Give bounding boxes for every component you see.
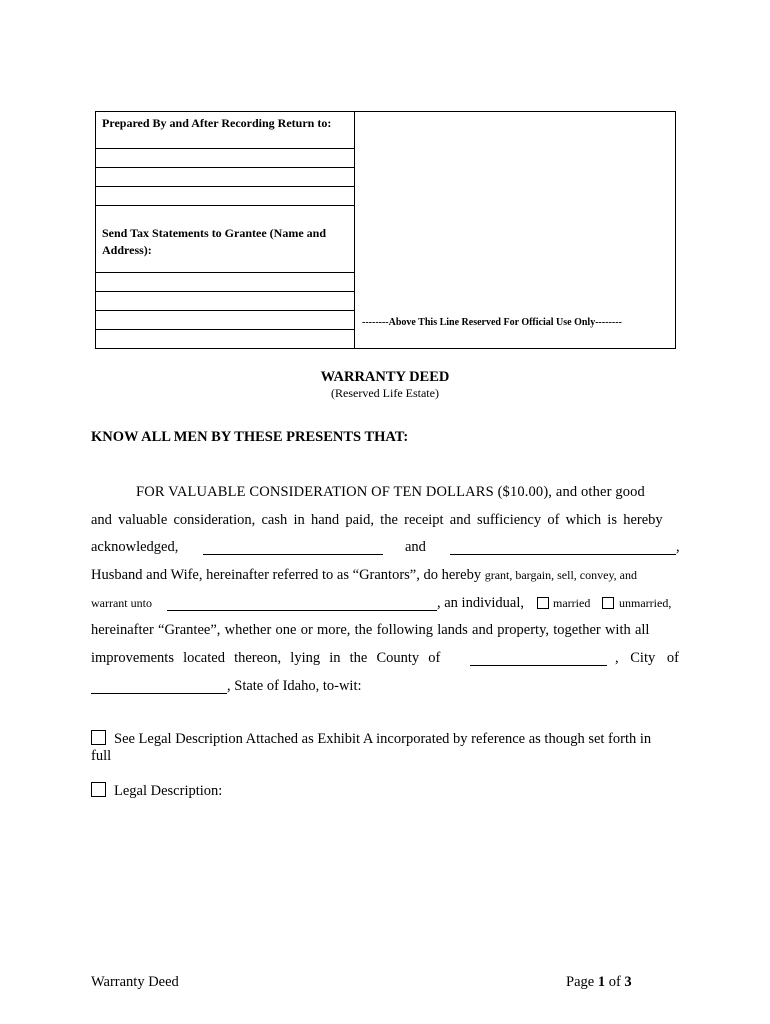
comma-text: , bbox=[676, 539, 680, 555]
body-line-6 bbox=[91, 622, 680, 639]
return-address-line-2[interactable] bbox=[96, 167, 354, 168]
body-line-1 bbox=[91, 484, 680, 501]
return-address-line-3[interactable] bbox=[96, 186, 354, 187]
body-line-3 bbox=[91, 539, 680, 556]
tax-address-line-1[interactable] bbox=[96, 272, 354, 273]
document-subtitle: (Reserved Life Estate) bbox=[331, 386, 439, 400]
body-line-7 bbox=[91, 650, 680, 667]
legal-description-checkbox[interactable] bbox=[91, 782, 106, 797]
recording-left-column bbox=[96, 112, 355, 348]
page-number bbox=[566, 974, 632, 991]
page-current: 1 bbox=[597, 974, 606, 990]
unmarried-checkbox[interactable] bbox=[602, 597, 614, 609]
county-blank[interactable] bbox=[470, 653, 607, 666]
tax-address-line-4[interactable] bbox=[96, 329, 354, 330]
grant-convey-text: grant, bargain, sell, convey, and bbox=[484, 568, 637, 582]
body-line-4 bbox=[91, 567, 680, 584]
unmarried-label: unmarried, bbox=[619, 596, 672, 610]
page-total: 3 bbox=[624, 974, 632, 990]
tax-address-line-3[interactable] bbox=[96, 310, 354, 311]
grantor-2-blank[interactable] bbox=[450, 542, 676, 555]
recording-info-box bbox=[95, 111, 676, 349]
body-line-2 bbox=[91, 512, 680, 529]
consideration-text-2: and valuable consideration, cash in hand paid, the receipt and sufficiency of which is hereby bbox=[91, 512, 663, 528]
body-line-5 bbox=[91, 595, 680, 612]
official-use-note: --------Above This Line Reserved For Official Use Only-------- bbox=[362, 317, 622, 328]
grantee-name-blank[interactable] bbox=[167, 598, 437, 611]
city-blank[interactable] bbox=[91, 681, 227, 694]
return-address-line-4[interactable] bbox=[96, 205, 354, 206]
grantee-text: hereinafter “Grantee”, whether one or more, the following lands and property, together with all bbox=[91, 622, 650, 638]
warrant-unto-text: warrant unto bbox=[91, 596, 152, 610]
improvements-text: improvements located thereon, lying in the County of bbox=[91, 650, 441, 666]
married-label: married bbox=[553, 596, 591, 610]
page-of: of bbox=[605, 974, 625, 990]
exhibit-text-2: full bbox=[91, 748, 112, 764]
return-address-line-1[interactable] bbox=[96, 148, 354, 149]
acknowledged-text: acknowledged, bbox=[91, 539, 179, 555]
city-of-text: , City of bbox=[615, 650, 679, 666]
document-title: WARRANTY DEED bbox=[320, 369, 450, 385]
married-checkbox[interactable] bbox=[537, 597, 549, 609]
grantor-1-blank[interactable] bbox=[203, 542, 383, 555]
footer-title: Warranty Deed bbox=[91, 974, 179, 990]
consideration-text: FOR VALUABLE CONSIDERATION OF TEN DOLLARS ($10.00), and other good bbox=[136, 484, 645, 500]
know-all-men-heading: KNOW ALL MEN BY THESE PRESENTS THAT: bbox=[91, 429, 409, 445]
husband-wife-text: Husband and Wife, hereinafter referred to as “Grantors”, do hereby bbox=[91, 567, 482, 583]
exhibit-option bbox=[91, 730, 680, 748]
page-prefix: Page bbox=[566, 974, 598, 990]
and-text: and bbox=[405, 539, 426, 555]
legal-description-option bbox=[91, 782, 680, 800]
legal-description-label: Legal Description: bbox=[114, 783, 223, 799]
exhibit-option-line-2 bbox=[91, 748, 680, 765]
state-text: , State of Idaho, to-wit: bbox=[227, 678, 362, 694]
exhibit-text: See Legal Description Attached as Exhibit A incorporated by reference as though set forth in bbox=[114, 731, 652, 747]
individual-text: , an individual, bbox=[437, 595, 524, 611]
tax-address-line-2[interactable] bbox=[96, 291, 354, 292]
prepared-by-label: Prepared By and After Recording Return to: bbox=[102, 116, 332, 130]
exhibit-checkbox[interactable] bbox=[91, 730, 106, 745]
tax-statements-label: Send Tax Statements to Grantee (Name and Address): bbox=[102, 226, 326, 257]
